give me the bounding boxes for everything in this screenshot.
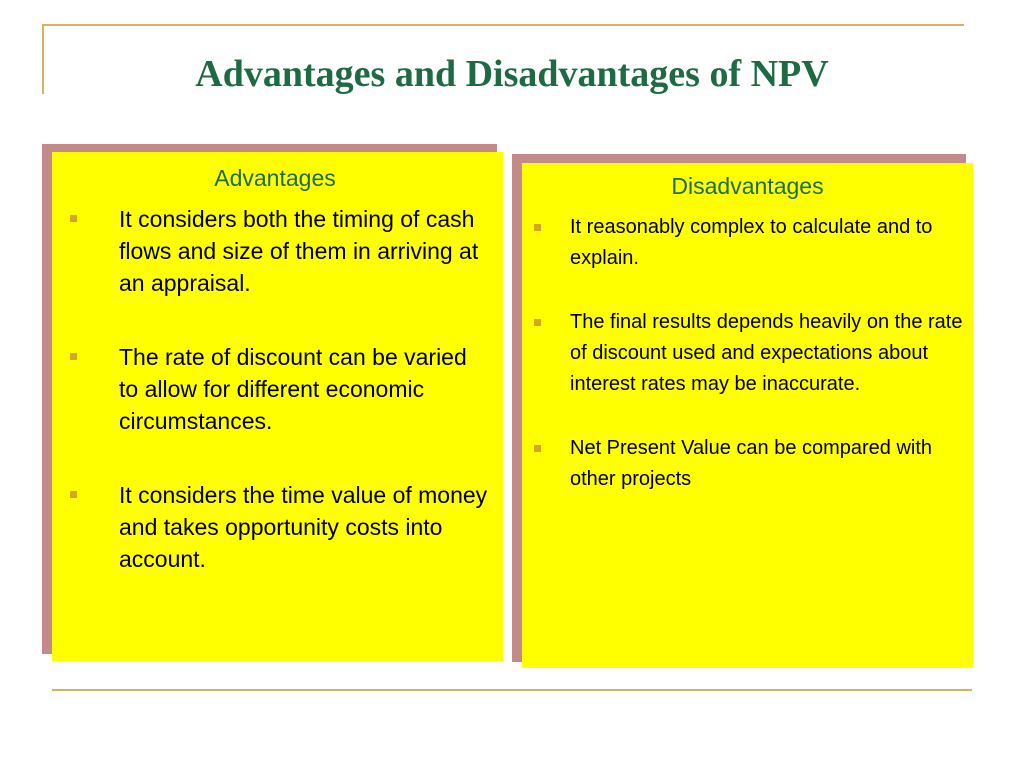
disadvantages-item — [522, 307, 973, 400]
disadvantages-item-text: It reasonably complex to calculate and to explain. — [570, 216, 933, 269]
advantages-item-text: It considers both the timing of cash flows and size of them in arriving at an appraisal. — [119, 206, 479, 296]
advantages-item — [52, 341, 503, 437]
advantages-heading: Advantages — [214, 165, 336, 191]
advantages-item — [52, 203, 503, 299]
disadvantages-list — [522, 212, 973, 495]
square-bullet-icon — [534, 319, 541, 326]
square-bullet-icon — [70, 491, 77, 498]
advantages-list — [52, 203, 503, 575]
bottom-accent-line — [52, 689, 972, 691]
slide-title: Advantages and Disadvantages of NPV — [195, 53, 829, 95]
top-accent-line — [42, 24, 964, 26]
disadvantages-item-text: Net Present Value can be compared with other projects — [570, 437, 933, 490]
disadvantages-panel — [522, 163, 973, 668]
square-bullet-icon — [534, 224, 541, 231]
disadvantages-heading: Disadvantages — [671, 173, 824, 199]
square-bullet-icon — [534, 445, 541, 452]
square-bullet-icon — [70, 353, 77, 360]
disadvantages-item-text: The final results depends heavily on the rate of discount used and expectations about interest rates may be inaccurate. — [570, 311, 963, 395]
advantages-item — [52, 479, 503, 575]
square-bullet-icon — [70, 215, 77, 222]
disadvantages-item — [522, 212, 973, 274]
advantages-panel — [52, 152, 503, 661]
advantages-item-text: It considers the time value of money and takes opportunity costs into account. — [119, 482, 488, 572]
disadvantages-item — [522, 433, 973, 495]
advantages-item-text: The rate of discount can be varied to allow for different economic circumstances. — [119, 344, 467, 434]
